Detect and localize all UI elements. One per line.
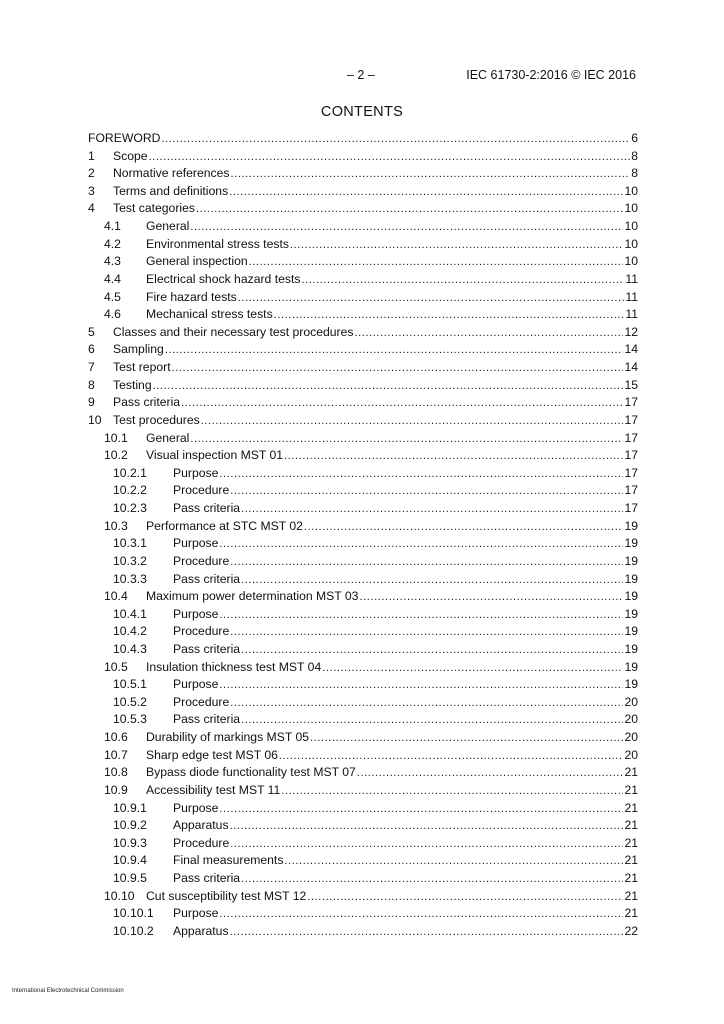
toc-entry-page: 8 <box>631 148 638 163</box>
toc-entry-number: 4.4 <box>104 271 121 286</box>
toc-entry-number: 10.3.3 <box>113 571 147 586</box>
toc-entry[interactable] <box>0 218 724 235</box>
toc-entry-page: 19 <box>624 518 638 533</box>
toc-entry-number: 4.1 <box>104 219 121 234</box>
toc-dot-leader <box>229 184 623 201</box>
toc-entry-title: Pass criteria <box>173 571 241 586</box>
toc-entry-page: 21 <box>624 853 638 868</box>
toc-entry-page: 17 <box>624 483 638 498</box>
toc-entry[interactable] <box>0 535 724 552</box>
toc-entry[interactable] <box>0 500 724 517</box>
toc-entry-title: Purpose <box>173 536 219 551</box>
toc-dot-leader <box>161 131 630 148</box>
toc-entry-number: 10.2.1 <box>113 465 147 480</box>
toc-entry-number: 10.9.5 <box>113 871 147 886</box>
toc-entry[interactable] <box>0 888 724 905</box>
toc-entry[interactable] <box>0 394 724 411</box>
toc-entry[interactable] <box>0 271 724 288</box>
toc-entry-page: 21 <box>624 800 638 815</box>
toc-dot-leader <box>149 149 631 166</box>
toc-entry[interactable] <box>0 236 724 253</box>
toc-entry-page: 17 <box>624 465 638 480</box>
contents-heading: CONTENTS <box>320 104 404 120</box>
toc-entry-title: Pass criteria <box>173 641 241 656</box>
toc-dot-leader <box>307 889 623 906</box>
toc-entry-title: Maximum power determination MST 03 <box>146 589 359 604</box>
toc-entry-title: Purpose <box>173 906 219 921</box>
toc-dot-leader <box>230 924 624 941</box>
toc-entry[interactable] <box>0 852 724 869</box>
toc-entry[interactable] <box>0 289 724 306</box>
toc-entry-title: Final measurements <box>173 853 284 868</box>
toc-entry-page: 19 <box>624 641 638 656</box>
toc-entry-number: 4 <box>88 201 95 216</box>
toc-entry-title: Visual inspection MST 01 <box>146 448 284 463</box>
toc-dot-leader <box>219 801 623 818</box>
toc-entry[interactable] <box>0 606 724 623</box>
toc-entry-page: 10 <box>624 183 638 198</box>
toc-entry-number: 2 <box>88 166 95 181</box>
toc-entry-title: Mechanical stress tests <box>146 307 273 322</box>
toc-entry[interactable] <box>0 817 724 834</box>
toc-dot-leader <box>274 307 625 324</box>
toc-entry-page: 11 <box>625 271 638 286</box>
toc-dot-leader <box>301 272 624 289</box>
toc-dot-leader <box>153 378 624 395</box>
toc-dot-leader <box>219 906 623 923</box>
toc-entry-page: 22 <box>624 923 638 938</box>
toc-entry[interactable] <box>0 676 724 693</box>
toc-entry-title: Sharp edge test MST 06 <box>146 747 278 762</box>
toc-entry-title: Purpose <box>173 606 219 621</box>
toc-entry-number: 10.2.2 <box>113 483 147 498</box>
toc-entry[interactable] <box>0 747 724 764</box>
toc-dot-leader <box>357 765 624 782</box>
toc-entry-number: 10.10 <box>104 888 135 903</box>
page-number: – 2 – <box>347 68 375 82</box>
toc-entry[interactable] <box>0 412 724 429</box>
toc-dot-leader <box>241 642 623 659</box>
toc-entry[interactable] <box>0 623 724 640</box>
toc-entry-page: 11 <box>625 307 638 322</box>
toc-entry-title: General <box>146 219 190 234</box>
toc-dot-leader <box>190 431 623 448</box>
toc-entry-title: Pass criteria <box>173 501 241 516</box>
toc-dot-leader <box>165 342 624 359</box>
toc-entry[interactable] <box>0 800 724 817</box>
toc-dot-leader <box>230 624 623 641</box>
toc-entry-number: 10.2.3 <box>113 501 147 516</box>
toc-dot-leader <box>181 395 623 412</box>
toc-dot-leader <box>359 589 623 606</box>
toc-entry-page: 12 <box>624 324 638 339</box>
toc-entry-page: 21 <box>624 765 638 780</box>
toc-entry-number: 10.10.2 <box>113 923 154 938</box>
publisher-footer: International Electrotechnical Commission <box>12 988 124 994</box>
toc-dot-leader <box>219 677 623 694</box>
toc-dot-leader <box>190 219 623 236</box>
toc-entry-page: 20 <box>624 712 638 727</box>
toc-entry-title: Test procedures <box>113 412 200 427</box>
toc-entry-page: 10 <box>624 201 638 216</box>
toc-dot-leader <box>241 712 623 729</box>
toc-entry-page: 19 <box>624 606 638 621</box>
toc-entry-title: Accessibility test MST 11 <box>146 782 281 797</box>
toc-entry-title: Purpose <box>173 800 219 815</box>
toc-entry-page: 17 <box>624 412 638 427</box>
toc-entry[interactable] <box>0 641 724 658</box>
toc-entry-number: 7 <box>88 360 95 375</box>
toc-entry[interactable] <box>0 183 724 200</box>
toc-entry-number: 10.5.3 <box>113 712 147 727</box>
toc-entry-title: Testing <box>113 377 152 392</box>
toc-entry-title: Procedure <box>173 694 230 709</box>
toc-entry-page: 17 <box>624 430 638 445</box>
toc-entry-number: 4.6 <box>104 307 121 322</box>
toc-entry-number: 10.3.1 <box>113 536 147 551</box>
toc-entry-title: Pass criteria <box>173 712 241 727</box>
toc-entry[interactable] <box>0 905 724 922</box>
toc-dot-leader <box>279 748 624 765</box>
toc-entry-number: 10.10.1 <box>113 906 154 921</box>
toc-entry[interactable] <box>0 923 724 940</box>
toc-entry-number: 10.5.2 <box>113 694 147 709</box>
toc-entry-title: Cut susceptibility test MST 12 <box>146 888 307 903</box>
toc-entry-number: 6 <box>88 342 95 357</box>
toc-entry-number: 1 <box>88 148 95 163</box>
toc-entry-page: 14 <box>624 360 638 375</box>
toc-entry-number: 10.4.1 <box>113 606 147 621</box>
toc-entry-title: Procedure <box>173 624 230 639</box>
page-header <box>0 68 724 84</box>
toc-dot-leader <box>230 483 623 500</box>
toc-entry-title: Procedure <box>173 553 230 568</box>
toc-entry-page: 10 <box>624 254 638 269</box>
toc-entry-page: 21 <box>624 871 638 886</box>
toc-entry-page: 10 <box>624 236 638 251</box>
toc-entry-number: 10.2 <box>104 448 128 463</box>
toc-entry-title: Purpose <box>173 677 219 692</box>
toc-entry[interactable] <box>0 694 724 711</box>
toc-entry-title: Pass criteria <box>113 395 181 410</box>
toc-entry-title: General <box>146 430 190 445</box>
toc-entry[interactable] <box>0 377 724 394</box>
toc-entry-number: 4.5 <box>104 289 121 304</box>
toc-entry[interactable] <box>0 659 724 676</box>
toc-entry-title: Electrical shock hazard tests <box>146 271 301 286</box>
toc-dot-leader <box>238 290 625 307</box>
toc-entry-title: Normative references <box>113 166 230 181</box>
toc-dot-leader <box>230 818 624 835</box>
toc-entry-page: 19 <box>624 536 638 551</box>
toc-entry-page: 19 <box>624 624 638 639</box>
toc-entry-number: 9 <box>88 395 95 410</box>
toc-dot-leader <box>219 607 623 624</box>
toc-entry-page: 19 <box>624 571 638 586</box>
toc-entry-number: 10.7 <box>104 747 128 762</box>
toc-entry-title: Durability of markings MST 05 <box>146 730 310 745</box>
toc-entry-number: 10.1 <box>104 430 128 445</box>
toc-entry-title: Test categories <box>113 201 195 216</box>
toc-entry-page: 15 <box>624 377 638 392</box>
toc-entry[interactable] <box>0 200 724 217</box>
toc-entry-page: 6 <box>631 131 638 145</box>
toc-entry-number: 5 <box>88 324 95 339</box>
toc-entry-title: FOREWORD <box>88 131 161 145</box>
toc-entry-page: 14 <box>624 342 638 357</box>
toc-dot-leader <box>322 660 623 677</box>
toc-dot-leader <box>281 783 623 800</box>
toc-entry-title: General inspection <box>146 254 248 269</box>
toc-entry[interactable] <box>0 571 724 588</box>
toc-entry-title: Classes and their necessary test procedures <box>113 324 354 339</box>
toc-dot-leader <box>219 466 623 483</box>
toc-dot-leader <box>231 166 631 183</box>
toc-entry-number: 10.3.2 <box>113 553 147 568</box>
toc-entry-number: 10.5.1 <box>113 677 147 692</box>
toc-entry-number: 10.5 <box>104 659 128 674</box>
toc-dot-leader <box>304 519 624 536</box>
toc-entry-title: Terms and definitions <box>113 183 229 198</box>
toc-entry-title: Environmental stress tests <box>146 236 289 251</box>
toc-entry-title: Pass criteria <box>173 871 241 886</box>
toc-entry[interactable] <box>0 447 724 464</box>
toc-entry-number: 10.9 <box>104 782 128 797</box>
toc-entry-title: Bypass diode functionality test MST 07 <box>146 765 356 780</box>
toc-entry-page: 21 <box>624 782 638 797</box>
toc-entry[interactable] <box>0 306 724 323</box>
toc-entry-title: Purpose <box>173 465 219 480</box>
toc-entry[interactable] <box>0 764 724 781</box>
toc-entry-number: 10.4.2 <box>113 624 147 639</box>
toc-entry-page: 21 <box>624 906 638 921</box>
toc-entry-page: 21 <box>624 818 638 833</box>
toc-entry[interactable] <box>0 253 724 270</box>
toc-entry-title: Procedure <box>173 835 230 850</box>
toc-dot-leader <box>284 448 623 465</box>
toc-dot-leader <box>241 572 623 589</box>
toc-entry-title: Sampling <box>113 342 164 357</box>
toc-entry-page: 10 <box>624 219 638 234</box>
toc-entry-number: 10.3 <box>104 518 128 533</box>
toc-entry[interactable] <box>0 482 724 499</box>
toc-entry-page: 21 <box>624 888 638 903</box>
toc-dot-leader <box>284 853 623 870</box>
toc-entry-page: 17 <box>624 501 638 516</box>
toc-entry-page: 8 <box>631 166 638 181</box>
toc-entry[interactable] <box>0 711 724 728</box>
toc-dot-leader <box>310 730 623 747</box>
toc-dot-leader <box>249 254 624 271</box>
toc-dot-leader <box>230 554 623 571</box>
toc-entry-title: Performance at STC MST 02 <box>146 518 303 533</box>
toc-entry[interactable] <box>0 359 724 376</box>
toc-entry-page: 19 <box>624 553 638 568</box>
toc-entry-page: 17 <box>624 448 638 463</box>
toc-entry[interactable] <box>0 130 724 147</box>
toc-entry[interactable] <box>0 518 724 535</box>
toc-entry[interactable] <box>0 148 724 165</box>
toc-entry[interactable] <box>0 553 724 570</box>
toc-entry[interactable] <box>0 729 724 746</box>
toc-entry-title: Apparatus <box>173 923 229 938</box>
toc-entry-page: 20 <box>624 730 638 745</box>
toc-entry[interactable] <box>0 835 724 852</box>
toc-entry-title: Apparatus <box>173 818 229 833</box>
toc-entry[interactable] <box>0 870 724 887</box>
toc-entry[interactable] <box>0 430 724 447</box>
toc-entry[interactable] <box>0 165 724 182</box>
toc-entry-page: 19 <box>624 589 638 604</box>
toc-entry-number: 10.9.4 <box>113 853 147 868</box>
toc-dot-leader <box>241 501 623 518</box>
toc-dot-leader <box>172 360 624 377</box>
toc-entry-page: 17 <box>624 395 638 410</box>
toc-dot-leader <box>230 836 623 853</box>
toc-dot-leader <box>354 325 623 342</box>
toc-entry-page: 20 <box>624 747 638 762</box>
toc-dot-leader <box>230 695 623 712</box>
toc-entry-number: 10.9.3 <box>113 835 147 850</box>
toc-entry-number: 8 <box>88 377 95 392</box>
toc-entry-title: Fire hazard tests <box>146 289 237 304</box>
toc-dot-leader <box>241 871 623 888</box>
toc-dot-leader <box>196 201 623 218</box>
toc-entry-number: 10.4.3 <box>113 641 147 656</box>
toc-entry-number: 10.4 <box>104 589 128 604</box>
toc-entry-title: Test report <box>113 360 171 375</box>
toc-entry-number: 10.9.2 <box>113 818 147 833</box>
toc-entry-number: 3 <box>88 183 95 198</box>
toc-dot-leader <box>290 237 624 254</box>
toc-entry-page: 20 <box>624 694 638 709</box>
toc-entry[interactable] <box>0 588 724 605</box>
toc-entry-number: 4.2 <box>104 236 121 251</box>
toc-dot-leader <box>219 536 623 553</box>
toc-dot-leader <box>201 413 624 430</box>
toc-entry[interactable] <box>0 324 724 341</box>
toc-entry-number: 10.6 <box>104 730 128 745</box>
toc-entry-number: 10.9.1 <box>113 800 147 815</box>
toc-entry-title: Scope <box>113 148 148 163</box>
toc-entry-number: 10.8 <box>104 765 128 780</box>
toc-entry-page: 21 <box>624 835 638 850</box>
toc-entry-page: 19 <box>624 677 638 692</box>
toc-entry-number: 4.3 <box>104 254 121 269</box>
toc-entry[interactable] <box>0 465 724 482</box>
toc-entry[interactable] <box>0 341 724 358</box>
toc-entry-title: Procedure <box>173 483 230 498</box>
toc-entry-number: 10 <box>88 412 102 427</box>
toc-entry-page: 11 <box>625 289 638 304</box>
toc-entry[interactable] <box>0 782 724 799</box>
toc-entry-title: Insulation thickness test MST 04 <box>146 659 322 674</box>
document-identifier: IEC 61730-2:2016 © IEC 2016 <box>466 68 636 82</box>
toc-entry-page: 19 <box>624 659 638 674</box>
